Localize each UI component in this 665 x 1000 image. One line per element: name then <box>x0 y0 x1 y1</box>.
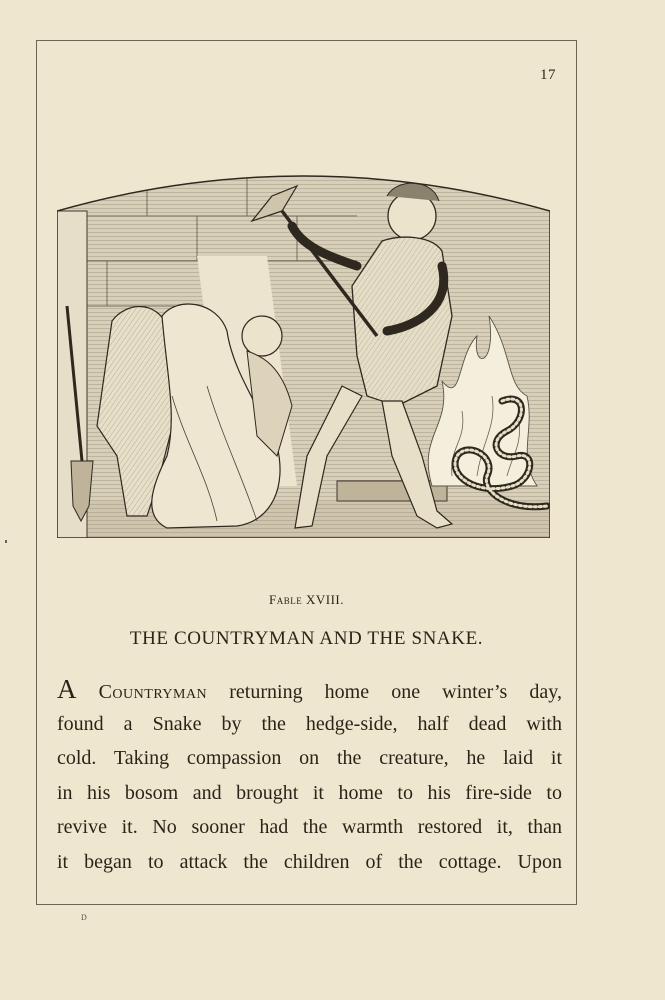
fable-title: THE COUNTRYMAN AND THE SNAKE. <box>129 628 484 649</box>
body-line-6: it began to attack the children of the cottage. Upon <box>57 850 562 873</box>
body-line-3: cold. Taking compassion on the creature, he laid it <box>57 747 562 769</box>
engraving-illustration <box>57 156 550 538</box>
page-number: 17 <box>540 67 556 83</box>
engraving-image <box>57 156 550 538</box>
body-line-2: found a Snake by the hedge-side, half dead with <box>57 712 562 735</box>
page-frame <box>36 40 577 905</box>
opening-initial: A <box>57 674 77 704</box>
opening-smallcaps: Countryman <box>98 681 208 703</box>
body-line-5: revive it. No sooner had the warmth restored it, than <box>57 816 562 838</box>
fable-body <box>57 672 562 879</box>
body-line-4: in his bosom and brought it home to his fire-side to <box>57 781 562 804</box>
fable-number-label: Fable XVIII. <box>269 592 344 607</box>
signature-mark: D <box>81 913 87 922</box>
body-line-1 <box>57 672 562 707</box>
margin-mark <box>5 540 7 543</box>
body-line-1-text: returning home one winter’s day, <box>207 681 563 703</box>
fable-number <box>37 592 576 608</box>
